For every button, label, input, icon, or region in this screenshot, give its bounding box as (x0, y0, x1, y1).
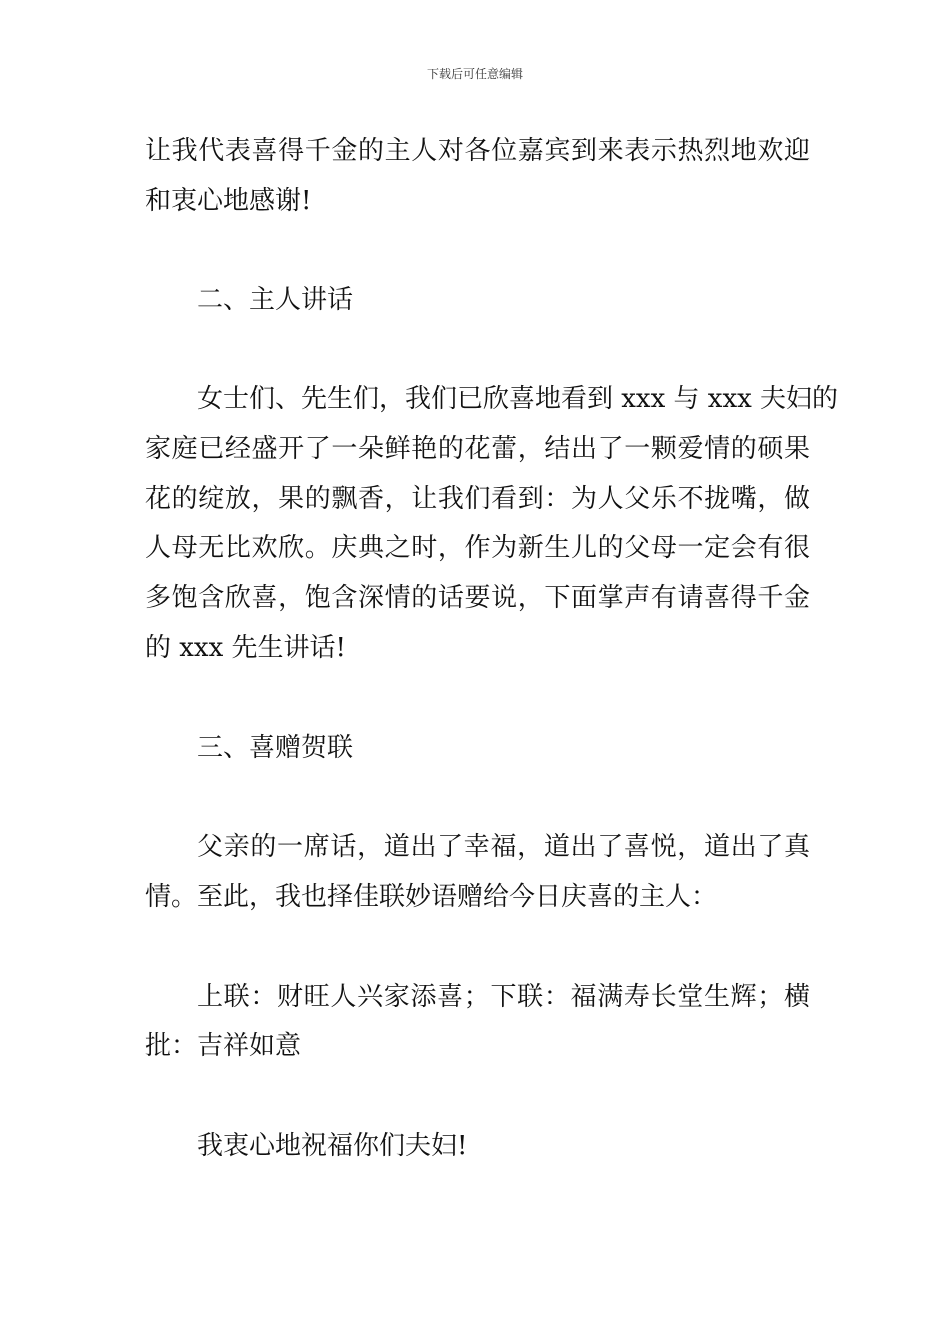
text-line: 多饱含欣喜，饱含深情的话要说，下面掌声有请喜得千金 (145, 583, 810, 613)
section-heading-couplet-gift: 三、喜赠贺联 (197, 733, 354, 763)
text-line: 人母无比欢欣。庆典之时，作为新生儿的父母一定会有很 (145, 533, 810, 563)
text-line: 花的绽放，果的飘香，让我们看到：为人父乐不拢嘴，做 (145, 484, 810, 514)
paragraph-closing-blessing: 我衷心地祝福你们夫妇! (197, 1131, 468, 1161)
text-line: 女士们、先生们，我们已欣喜地看到 xxx 与 xxx 夫妇的 (197, 384, 839, 414)
text-line: 让我代表喜得千金的主人对各位嘉宾到来表示热烈地欢迎 (145, 136, 810, 166)
text-line: 上联：财旺人兴家添喜；下联：福满寿长堂生辉；横 (197, 982, 810, 1012)
text-line: 情。至此，我也择佳联妙语赠给今日庆喜的主人： (145, 882, 718, 912)
text-line: 的 xxx 先生讲话! (145, 633, 346, 663)
text-line: 和衷心地感谢! (145, 186, 312, 216)
text-line: 家庭已经盛开了一朵鲜艳的花蕾，结出了一颗爱情的硕果 (145, 434, 810, 464)
section-heading-host-speech: 二、主人讲话 (197, 285, 354, 315)
text-line: 父亲的一席话，道出了幸福，道出了喜悦，道出了真 (197, 832, 810, 862)
download-note-header: 下载后可任意编辑 (426, 67, 523, 81)
text-line: 批：吉祥如意 (145, 1031, 302, 1061)
